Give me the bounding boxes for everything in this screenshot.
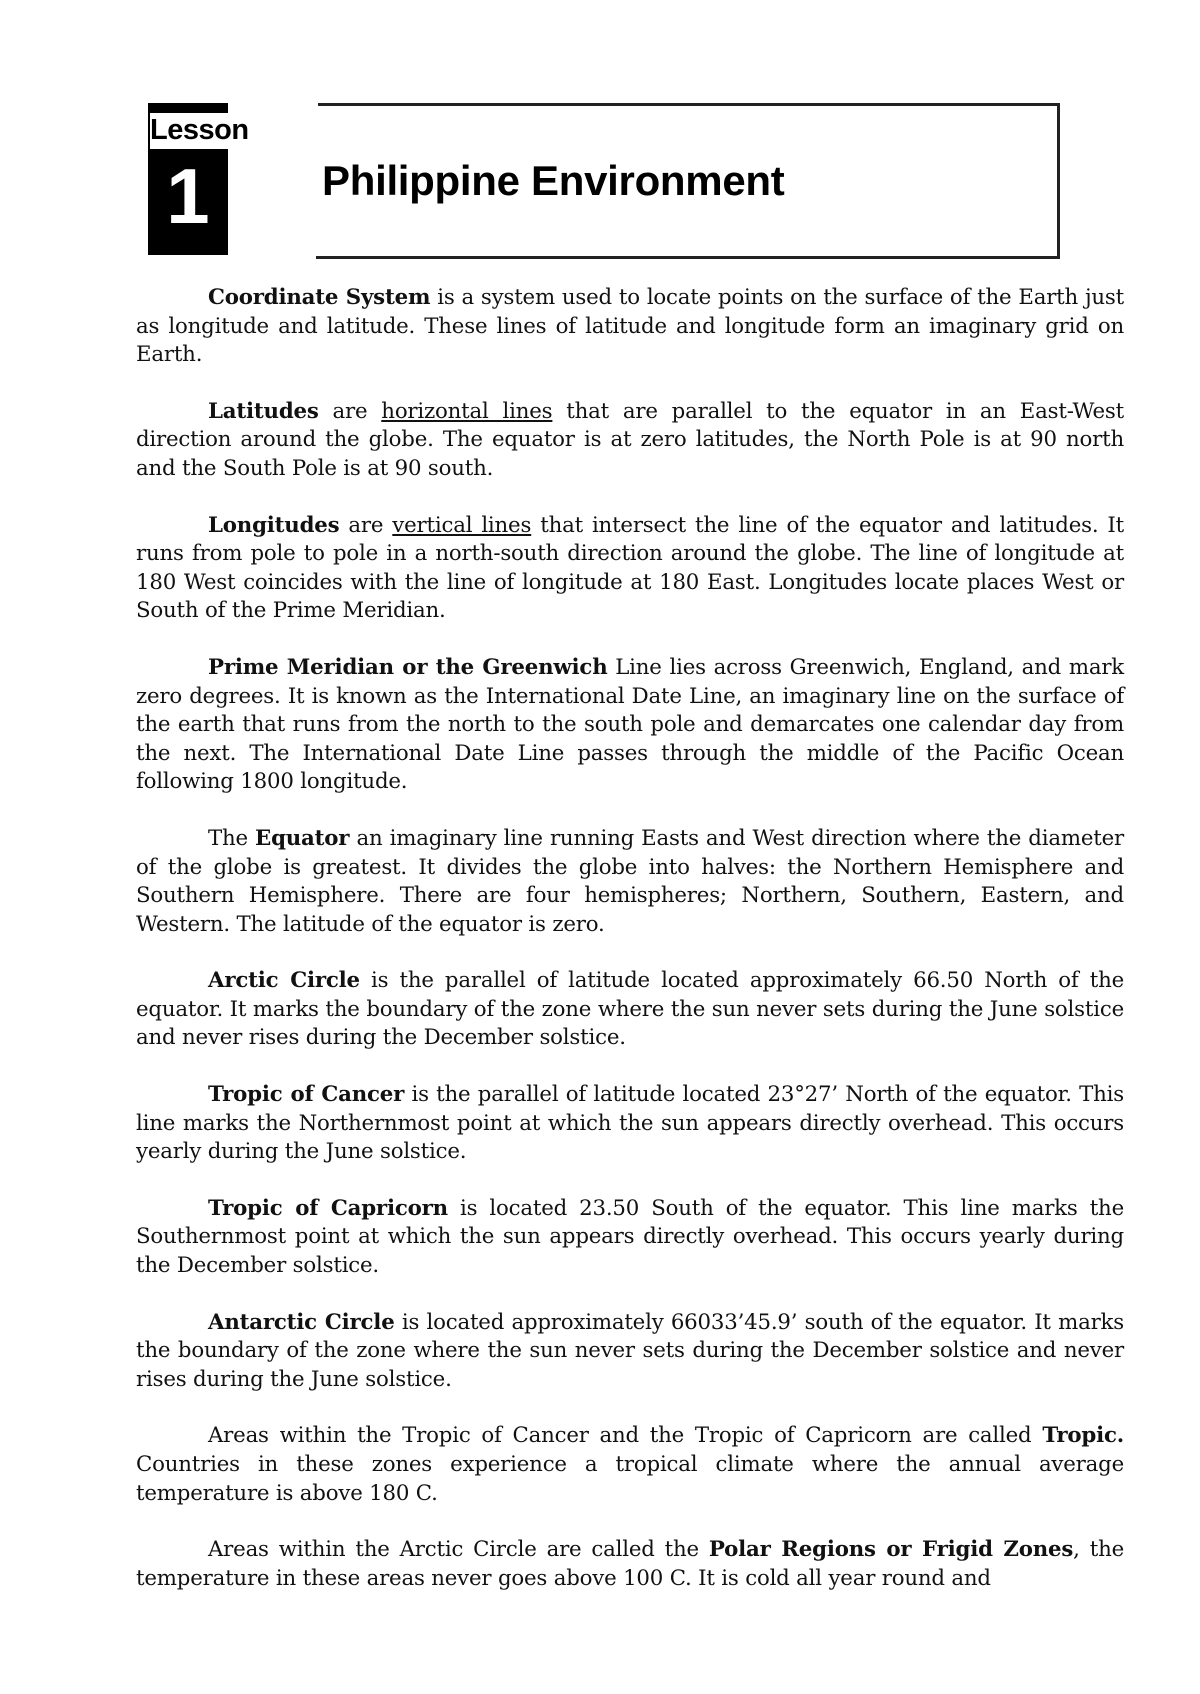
paragraph-text: is the parallel of latitude located approximately 66.50 North of the equator. It marks the boundary of the zone where the sun never sets during the June solstice and never rises during the December solstice. [136, 968, 1124, 1051]
paragraph-text: Line lies across Greenwich, England, and mark zero degrees. It is known as the International Date Line, an imaginary line on the surface of the earth that runs from the north to the south pole and demarcates one calendar day from the next. The International Date Line passes through the middle of the Pacific Ocean following 1800 longitude. [136, 654, 1125, 795]
term: Polar Regions or Frigid Zones [708, 1537, 1074, 1563]
paragraph-latitudes [136, 398, 1124, 484]
paragraph-antarctic-circle [136, 1309, 1124, 1395]
paragraph-text: are [318, 398, 382, 424]
term: Prime Meridian or the Greenwich [208, 654, 608, 680]
paragraph-equator [136, 825, 1124, 939]
paragraph-tropic [136, 1422, 1124, 1508]
underlined-phrase: vertical lines [392, 512, 532, 538]
paragraph-text: Areas within the Arctic Circle are called the [208, 1537, 709, 1563]
underlined-phrase: horizontal lines [381, 398, 553, 424]
page-title: Philippine Environment [322, 157, 785, 204]
paragraph-text: Countries in these zones experience a tropical climate where the annual average temperature is above 180 C. [136, 1452, 1124, 1506]
lesson-header [148, 103, 1060, 259]
header-frame-top [318, 103, 1060, 106]
paragraph-arctic-circle [136, 967, 1124, 1053]
paragraph-text: The [208, 825, 256, 851]
header-frame-bottom [316, 256, 1060, 259]
paragraph-text: , the temperature in these areas never goes above 100 C. It is cold all year round and [136, 1537, 1124, 1591]
term: Tropic of Capricorn [208, 1195, 448, 1221]
paragraph-text: is a system used to locate points on the surface of the Earth just as longitude and latitude. These lines of latitude and longitude form an imaginary grid on Earth. [136, 285, 1124, 368]
lesson-body [136, 284, 1124, 1621]
term: Coordinate System [208, 285, 431, 310]
paragraph-tropic-of-cancer [136, 1081, 1124, 1167]
paragraph-longitudes [136, 512, 1124, 626]
paragraph-text: are [339, 512, 393, 538]
paragraph-text: that are parallel to the equator in an East-West direction around the globe. The equator is at zero latitudes, the North Pole is at 90 north and the South Pole is at 90 south. [136, 398, 1124, 481]
lesson-number: 1 [166, 152, 210, 240]
paragraph-prime-meridian [136, 654, 1124, 797]
lesson-label: Lesson [150, 113, 250, 149]
term: Longitudes [208, 512, 340, 538]
paragraph-text: is located 23.50 South of the equator. This line marks the Southernmost point at which the sun appears directly overhead. This occurs yearly during the December solstice. [136, 1195, 1124, 1279]
term: Arctic Circle [208, 968, 360, 994]
term: Equator [255, 825, 350, 851]
term: Latitudes [208, 398, 319, 424]
paragraph-text: is located approximately 66033’45.9’ south of the equator. It marks the boundary of the zone where the sun never sets during the December solstice and never rises during the June solstice. [136, 1309, 1124, 1392]
header-frame-right [1057, 103, 1060, 259]
paragraph-text: Areas within the Tropic of Cancer and the Tropic of Capricorn are called [208, 1423, 1043, 1449]
term: Antarctic Circle [208, 1309, 395, 1335]
paragraph-coordinate-system [136, 284, 1124, 370]
paragraph-text: that intersect the line of the equator and latitudes. It runs from pole to pole in a north-south direction around the globe. The line of longitude at 180 West coincides with the line of longitude at 180 East. Longitudes locate places West or South of the Prime Meridian. [136, 512, 1124, 624]
paragraph-text: an imaginary line running Easts and West direction where the diameter of the globe is greatest. It divides the globe into halves: the Northern Hemisphere and Southern Hemisphere. There are four hemispheres; Northern, Southern, Eastern, and Western. The latitude of the equator is zero. [136, 825, 1124, 937]
paragraph-tropic-of-capricorn [136, 1195, 1124, 1281]
term: Tropic. [1042, 1423, 1124, 1449]
paragraph-text: is the parallel of latitude located 23°27’ North of the equator. This line marks the Northernmost point at which the sun appears directly overhead. This occurs yearly during the June solstice. [136, 1082, 1125, 1165]
paragraph-polar-regions [136, 1536, 1124, 1593]
term: Tropic of Cancer [208, 1082, 405, 1108]
